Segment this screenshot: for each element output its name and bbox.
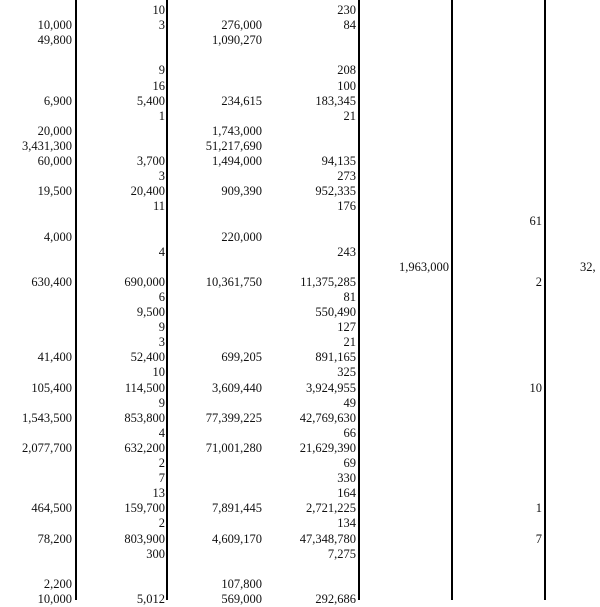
cell-c2: 1	[158, 108, 165, 123]
cell-c4: 84	[343, 18, 356, 33]
cell-c2: 9	[158, 320, 165, 335]
column-divider	[451, 0, 453, 600]
cell-c7: 32,	[580, 259, 596, 274]
cell-c1: 41,400	[37, 350, 72, 365]
cell-c2: 3,700	[136, 154, 165, 168]
cell-c6: 1	[535, 501, 542, 516]
cell-c1: 464,500	[31, 501, 72, 516]
cell-c4: 94,135	[321, 154, 356, 168]
cell-c4: 550,490	[315, 305, 356, 319]
cell-c4: 292,686	[315, 591, 356, 606]
cell-c2: 3	[158, 335, 165, 350]
cell-c3: 1,494,000	[212, 154, 262, 168]
cell-c3: 71,001,280	[205, 440, 262, 455]
cell-c2: 3	[158, 18, 165, 33]
cell-c5: 1,963,000	[399, 259, 449, 274]
cell-c4: 208	[337, 63, 356, 78]
cell-c2: 4	[158, 244, 165, 259]
cell-c3: 7,891,445	[212, 501, 262, 516]
cell-c4: 134	[337, 516, 356, 531]
cell-c6: 61	[529, 214, 542, 229]
cell-c2: 853,800	[124, 410, 165, 425]
cell-c1: 78,200	[37, 531, 72, 546]
cell-c2: 114,500	[124, 380, 165, 395]
column-divider	[358, 0, 360, 600]
cell-c2: 4	[158, 425, 165, 440]
cell-c2: 7	[158, 471, 165, 486]
cell-c4: 11,375,285	[300, 274, 356, 289]
cell-c4: 183,345	[315, 93, 356, 108]
cell-c2: 5,012	[136, 591, 165, 606]
cell-c6: 2	[535, 274, 542, 289]
cell-c4: 7,275	[327, 546, 356, 561]
cell-c4: 952,335	[315, 184, 356, 199]
cell-c2: 803,900	[124, 531, 165, 546]
column-divider	[544, 0, 546, 600]
cell-c2: 2	[158, 516, 165, 531]
cell-c1: 4,000	[43, 229, 72, 244]
cell-c2: 2	[158, 456, 165, 470]
cell-c2: 9,500	[136, 305, 165, 319]
cell-c4: 21	[343, 335, 356, 350]
cell-c2: 5,400	[136, 93, 165, 108]
cell-c4: 243	[337, 244, 356, 259]
cell-c4: 42,769,630	[299, 410, 356, 425]
cell-c4: 3,924,955	[306, 380, 356, 395]
cell-c4: 66	[343, 425, 356, 440]
cell-c2: 16	[152, 78, 165, 93]
cell-c1: 2,200	[43, 576, 72, 591]
column-divider	[166, 0, 168, 600]
cell-c4: 273	[337, 169, 356, 184]
cell-c3: 569,000	[221, 591, 262, 606]
cell-c4: 230	[337, 3, 356, 17]
cell-c2: 11	[152, 199, 165, 214]
cell-c1: 3,431,300	[22, 138, 72, 153]
cell-c4: 176	[337, 199, 356, 214]
cell-c1: 1,543,500	[22, 410, 72, 425]
cell-c4: 21	[343, 108, 356, 123]
cell-c4: 164	[337, 486, 356, 501]
cell-c3: 51,217,690	[205, 138, 262, 153]
cell-c2: 6	[158, 289, 165, 304]
cell-c2: 52,400	[130, 350, 165, 365]
cell-c3: 10,361,750	[205, 274, 262, 289]
cell-c1: 10,000	[37, 18, 72, 33]
cell-c3: 4,609,170	[212, 531, 262, 546]
cell-c1: 2,077,700	[22, 440, 72, 455]
cell-c1: 60,000	[37, 154, 72, 168]
cell-c1: 49,800	[37, 33, 72, 48]
cell-c4: 81	[343, 289, 356, 304]
cell-c3: 699,205	[221, 350, 262, 365]
cell-c3: 77,399,225	[205, 410, 262, 425]
cell-c2: 300	[146, 546, 165, 561]
cell-c2: 20,400	[130, 184, 165, 199]
cell-c4: 330	[337, 471, 356, 486]
cell-c3: 220,000	[221, 229, 262, 244]
cell-c2: 13	[152, 486, 165, 501]
cell-c4: 127	[337, 320, 356, 335]
cell-c2: 10	[152, 365, 165, 380]
cell-c6: 10	[529, 380, 542, 395]
cell-c4: 325	[337, 365, 356, 380]
column-divider	[75, 0, 77, 600]
cell-c3: 1,743,000	[212, 123, 262, 138]
cell-c4: 2,721,225	[306, 501, 356, 516]
cell-c2: 9	[158, 395, 165, 410]
cell-c1: 105,400	[31, 380, 72, 395]
cell-c3: 3,609,440	[212, 380, 262, 395]
cell-c3: 276,000	[221, 18, 262, 33]
cell-c2: 690,000	[124, 274, 165, 289]
cell-c3: 107,800	[221, 576, 262, 591]
cell-c4: 69	[343, 456, 356, 470]
cell-c1: 19,500	[37, 184, 72, 199]
cell-c2: 632,200	[124, 440, 165, 455]
cell-c4: 891,165	[315, 350, 356, 365]
cell-c4: 49	[343, 395, 356, 410]
cell-c3: 1,090,270	[212, 33, 262, 48]
cell-c1: 6,900	[43, 93, 72, 108]
cell-c6: 7	[535, 531, 542, 546]
cell-c3: 234,615	[221, 93, 262, 108]
cell-c4: 100	[337, 78, 356, 93]
cell-c2: 10	[152, 3, 165, 17]
cell-c3: 909,390	[221, 184, 262, 199]
cell-c4: 21,629,390	[299, 440, 356, 455]
cell-c1: 20,000	[37, 123, 72, 138]
cell-c1: 630,400	[31, 274, 72, 289]
cell-c1: 10,000	[37, 591, 72, 606]
cell-c2: 9	[158, 63, 165, 78]
cell-c2: 3	[158, 169, 165, 184]
cell-c4: 47,348,780	[299, 531, 356, 546]
cell-c2: 159,700	[124, 501, 165, 516]
